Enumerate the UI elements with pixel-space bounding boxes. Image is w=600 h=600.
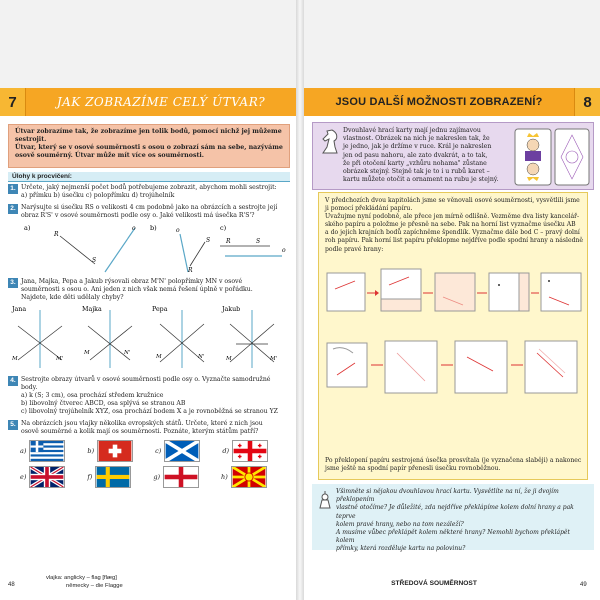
task-number: 5. [8,420,18,430]
right-chapter-number: 8 [574,88,600,116]
explanation-text: V předchozích dvou kapitolách jsme se věnovali osové souměrnosti, vysvětlili jsme ji pomocí překládání papíru. Uvažujme nyní podobně, ale přece jen mírně odlišně. Vezměme dva listy kancelář- ského papíru a položme je přesně na sebe. Pak na horní list vyznačme úsečku AB a do jejich krajních bodů zapíchněme špendlík. Vyznačme dále bod C – pravý dolní roh papíru. Pak horní list papíru překlopme nejdříve podle spodní hrany a následně podle pravé hrany: [325,197,584,253]
left-chapter-title: JAK ZOBRAZÍME CELÝ ÚTVAR? [56,95,266,109]
flags-row-1: a) b) c) d) [20,440,268,462]
label-s: S [206,237,211,244]
definition-box [8,124,290,168]
definition-line: osově souměrný. Útvar může mít více os souměrnosti. [15,152,204,159]
task-number: 1. [8,184,18,194]
task-number: 3. [8,278,18,288]
figure-majka [82,306,132,368]
fold-step-1 [327,273,365,311]
discussion-text: Všimněte si nějakou dvouhlavou hrací kartu. Vysvětlíte na ní, že ji dvojím překlopením vlastně otočíme? Je důležité, zda nejdříve překlápíme kolem dolní hrany a pak teprve kolem pravé hrany, nebo na tom nezáleží? A musíme vůbec překlápět kolem některé hrany? Nemohli bychom překlápět kolem přímky, která rozděluje kartu na polovinu? [336,488,574,553]
label-s: S [92,257,97,264]
fig-a-label: a) [24,224,31,232]
fold-step-8 [455,341,507,393]
fold-step-4 [489,273,529,311]
svg-text:N': N' [124,350,131,356]
label-o: o [132,225,136,232]
task-number: 2. [8,204,18,214]
label-s: S [256,238,261,245]
task-text: Sestrojte obrazy útvarů v osové souměrnosti podle osy o. Vyznačte samodružné [21,376,271,383]
cards-text: Dvouhlavé hrací karty mají jednu zajímavou vlastnost. Obrázek na nich je nakreslen tak, že je jedno, jak je držíme v ruce. Král je nakreslen jen od pasu nahoru, ale zato dvakrát, a to tak, že při otočení karty „vzhůru nohama" zůstane obrázek stejný. Stejně tak je to i u rubů karet – kartu můžete otočit a ornament na rubu je stejný. [343,127,499,184]
fig-c-label: c) [220,224,227,232]
fig-b-label: b) [150,224,157,232]
task-text: body. [21,384,38,391]
definition-line: Útvar zobrazíme tak, že zobrazíme jen tolik bodů, pomocí nichž jej můžeme [15,128,282,135]
name-jana: Jana [12,306,27,313]
definition-line: sestrojit. [15,136,47,143]
svg-text:M: M [226,356,232,362]
vocabulary-note: vlajka: anglicky – flag [flæg] německy – die Flagge [46,575,123,589]
task-option: a) k (S; 3 cm), osa prochází středem kružnice [21,392,164,399]
svg-text:N': N' [198,354,205,360]
label-r: R [226,238,231,245]
fold-step-3 [435,273,475,311]
segment-rs-b [190,242,205,266]
left-chapter-header [0,88,296,116]
axis-o-b [180,234,188,272]
task-text: Najdete, kde děti udělaly chyby? [21,294,124,301]
label-o: o [282,247,286,254]
task-options: a) přímku b) úsečku c) polopřímku d) trojúhelník [21,192,175,199]
name-majka: Majka [82,306,102,313]
task-text: souměrnosti s osou o. Ani jeden z nich však nemá řešení úplně v pořádku. [21,286,253,293]
fold-step-7 [385,341,437,393]
task-5 [8,420,292,436]
right-chapter-header [304,88,600,116]
task-text: Určete, jaký nejmenší počet bodů potřebujeme zobrazit, abychom mohli sestrojit: [21,184,277,191]
fold-step-6 [327,343,367,387]
figure-jakub [221,306,277,368]
fold-step-9 [525,341,577,393]
task-2-figures [20,222,290,274]
task-text: Na obrázcích jsou vlajky několika evropských států. Určete, které z nich jsou [21,420,263,427]
discussion-box [312,484,594,553]
explanation-conclusion: Po překlopení papíru sestrojená úsečka prosvítala (je vyznačena slaběji) a nakonec jsme ještě na spodní papír přenesli úsečku rovnoběžnou. [325,457,582,473]
playing-cards-intro [312,122,594,190]
king-card-illustrations [513,127,591,187]
task-text: obraz R'S' v osové souměrnosti podle osy o. Jaké velikosti má úsečka R'S'? [21,212,255,219]
flags-row-2: e) f) g) h) [20,466,267,488]
left-chapter-number: 7 [0,88,26,116]
name-jakub: Jakub [222,306,241,313]
book-gutter [296,0,304,600]
fold-step-2 [381,269,421,311]
task-text: Narýsujte si úsečku RS o velikosti 4 cm podobně jako na obrázcích a sestrojte její [21,204,278,211]
task-text: osově souměrné a kolik mají os souměrnosti. Poznáte, kterým státům patří? [21,428,259,435]
chess-king-icon [316,490,334,510]
flag-united-kingdom [29,466,65,488]
task-3 [8,278,292,302]
svg-text:M': M' [56,356,64,362]
task-text: Jana, Majka, Pepa a Jakub rýsovali obraz M'N' polopřímky MN v osové [21,278,243,285]
paper-folding-explanation [318,192,588,480]
paper-folding-diagram [323,259,585,409]
task-number: 4. [8,376,18,386]
task-option: c) libovolný trojúhelník XYZ, osa prochází bodem X a je rovnoběžná se stranou YZ [21,408,278,415]
axis-o-a [105,228,135,272]
flag-england [163,466,199,488]
flag-north-macedonia [231,466,267,488]
left-page-number: 48 [8,582,15,588]
task-2 [8,204,292,220]
flag-sweden [95,466,131,488]
svg-text:M: M [12,356,18,362]
fold-step-5 [541,273,581,311]
definition-line: Útvar, který se v osové souměrnosti s osou o zobrazí sám na sebe, nazýváme [15,144,283,151]
figure-jana [11,306,63,368]
task-1 [8,184,292,200]
card-back [555,129,589,185]
flag-georgia [232,440,268,462]
right-footer-title: STŘEDOVÁ SOUMĚRNOST [391,580,477,587]
svg-text:M: M [84,350,90,356]
svg-text:M': M' [270,356,278,362]
flag-switzerland [97,440,133,462]
task-option: b) libovolný čtverec ABCD, osa splývá se stranou AB [21,400,186,407]
flag-greece [29,440,65,462]
figure-pepa [152,306,204,368]
label-r: R [54,231,59,238]
chess-knight-icon [317,127,343,155]
right-page-number: 49 [580,582,587,588]
right-chapter-title: JSOU DALŠÍ MOŽNOSTI ZOBRAZENÍ? [335,96,543,108]
tasks-heading: Úlohy k procvičení: [8,172,290,182]
segment-rs-a [60,236,95,264]
name-pepa: Pepa [152,306,168,313]
flag-scotland [164,440,200,462]
svg-text:M: M [156,354,162,360]
label-r: R [188,267,193,274]
task-3-figures [10,304,290,370]
task-4 [8,376,292,416]
label-o: o [176,227,180,234]
